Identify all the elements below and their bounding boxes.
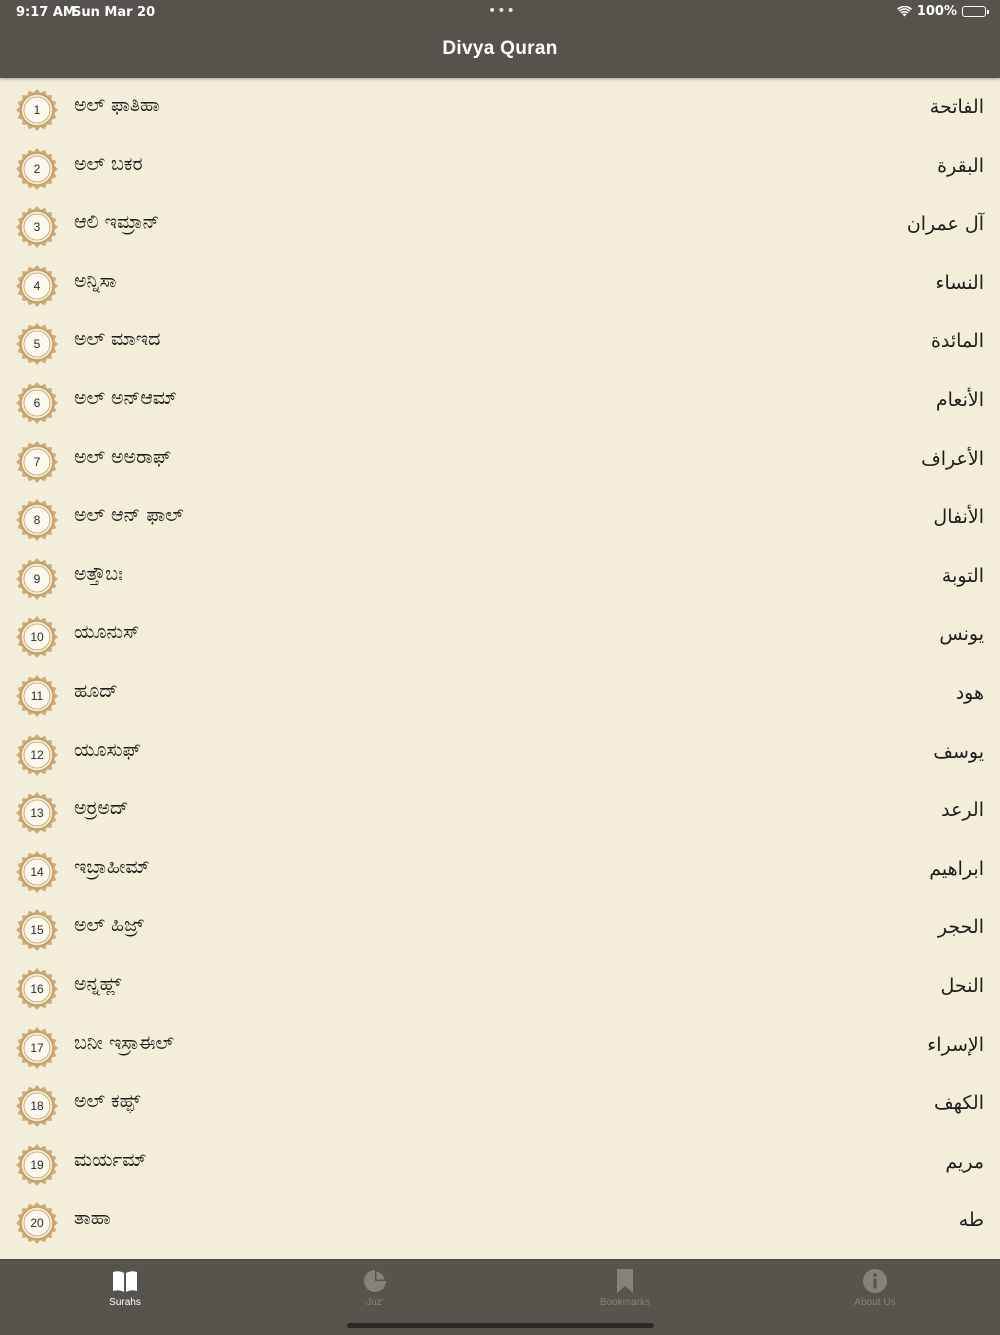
surah-name-kannada: ಅರ್ರಅದ್ xyxy=(74,797,129,820)
surah-number-badge xyxy=(15,1084,59,1128)
tab-label: Surahs xyxy=(109,1297,141,1308)
surah-number: 9 xyxy=(33,571,41,586)
surah-number: 17 xyxy=(30,1040,44,1055)
surah-name-kannada: ಯೂಸುಫ್ xyxy=(74,738,141,761)
surah-name-kannada: ಅತ್ತೌಬಃ xyxy=(74,562,123,585)
surah-name-arabic: النساء xyxy=(935,271,984,294)
surah-number-badge xyxy=(15,908,59,952)
surah-number: 19 xyxy=(30,1157,44,1172)
surah-row[interactable] xyxy=(0,375,1000,434)
surah-number-badge xyxy=(15,1201,59,1245)
surah-row[interactable] xyxy=(0,1137,1000,1196)
surah-row[interactable] xyxy=(0,1195,1000,1254)
surah-row[interactable] xyxy=(0,1020,1000,1079)
tab-about-us[interactable] xyxy=(750,1260,1000,1320)
open-book-icon xyxy=(111,1268,139,1294)
surah-name-arabic: الرعد xyxy=(941,799,984,822)
tab-label: Juz' xyxy=(366,1297,384,1308)
navigation-bar xyxy=(0,0,1000,78)
surah-name-kannada: ಬನೀ ಇಸ್ರಾಈಲ್ xyxy=(74,1031,174,1054)
status-time: 9:17 AM xyxy=(16,5,76,20)
surah-row[interactable] xyxy=(0,727,1000,786)
surah-name-kannada: ಇಬ್ರಾಹೀಮ್ xyxy=(74,855,150,878)
surah-row[interactable] xyxy=(0,961,1000,1020)
surah-number: 6 xyxy=(33,395,41,410)
surah-number: 1 xyxy=(33,103,41,117)
page-title: Divya Quran xyxy=(442,38,558,59)
surah-name-kannada: ಮರ್ಯಮ್ xyxy=(74,1148,147,1171)
battery-percent: 100% xyxy=(916,4,957,19)
surah-number: 12 xyxy=(30,747,44,762)
surah-name-arabic: هود xyxy=(955,681,984,704)
surah-row[interactable] xyxy=(0,668,1000,727)
surah-row[interactable] xyxy=(0,609,1000,668)
surah-name-kannada: ಅನ್ನಹ್ಲ್ xyxy=(74,972,122,995)
surah-name-arabic: الإسراء xyxy=(927,1033,984,1056)
surah-name-kannada: ತಾಹಾ xyxy=(74,1207,111,1230)
tab-bookmarks[interactable] xyxy=(500,1260,750,1320)
surah-number: 14 xyxy=(30,864,44,879)
surah-number: 15 xyxy=(30,923,44,938)
surah-name-arabic: طه xyxy=(958,1209,984,1232)
tab-label: About Us xyxy=(854,1297,896,1308)
surah-row[interactable] xyxy=(0,434,1000,493)
tab-bar xyxy=(0,1259,1000,1335)
surah-name-arabic: الحجر xyxy=(937,916,984,939)
surah-number: 4 xyxy=(33,278,41,293)
wifi-icon xyxy=(897,6,912,17)
surah-list xyxy=(0,82,1000,1254)
surah-number-badge xyxy=(15,557,59,601)
surah-row[interactable] xyxy=(0,844,1000,903)
surah-number-badge xyxy=(15,615,59,659)
surah-number-badge xyxy=(15,1026,59,1070)
surah-name-arabic: الكهف xyxy=(934,1092,984,1115)
surah-name-kannada: ಹೂದ್ xyxy=(74,679,118,702)
surah-row[interactable] xyxy=(0,492,1000,551)
surah-number-badge xyxy=(15,733,59,777)
surah-row[interactable] xyxy=(0,141,1000,200)
surah-name-arabic: الأنفال xyxy=(933,506,984,529)
surah-name-kannada: ಅಲ್ ಫಾತಿಹಾ xyxy=(74,94,160,116)
surah-number-badge xyxy=(15,498,59,542)
surah-number-badge xyxy=(15,440,59,484)
tab-surahs[interactable] xyxy=(0,1260,250,1320)
status-right xyxy=(897,4,986,19)
surah-number: 20 xyxy=(30,1216,44,1231)
surah-name-arabic: التوبة xyxy=(941,564,984,587)
surah-number-badge xyxy=(15,1143,59,1187)
surah-row[interactable] xyxy=(0,1078,1000,1137)
surah-name-kannada: ಅಲ್ ಬಕರ xyxy=(74,152,143,175)
surah-name-arabic: البقرة xyxy=(937,154,984,177)
surah-row[interactable] xyxy=(0,82,1000,141)
surah-name-arabic: المائدة xyxy=(930,330,984,353)
surah-name-kannada: ಆಲಿ ಇಮ್ರಾನ್ xyxy=(74,211,160,234)
home-indicator xyxy=(347,1323,654,1328)
surah-number: 2 xyxy=(33,161,41,176)
surah-number: 10 xyxy=(30,630,44,645)
surah-name-arabic: الفاتحة xyxy=(929,96,984,118)
surah-name-arabic: مريم xyxy=(945,1150,984,1173)
surah-name-arabic: آل عمران xyxy=(906,213,984,236)
surah-number-badge xyxy=(15,205,59,249)
surah-name-arabic: يونس xyxy=(939,623,984,646)
surah-name-kannada: ಅಲ್ ಆನ್ ಫಾಲ್ xyxy=(74,504,184,527)
surah-number-badge xyxy=(15,381,59,425)
surah-name-kannada: ಅನ್ನಿಸಾ xyxy=(74,269,117,292)
surah-number: 8 xyxy=(33,513,41,528)
bookmark-icon xyxy=(611,1268,639,1294)
multitasking-dots[interactable]: ••• xyxy=(488,3,516,19)
surah-row[interactable] xyxy=(0,785,1000,844)
surah-name-kannada: ಯೂನುಸ್ xyxy=(74,621,140,644)
surah-number-badge xyxy=(15,967,59,1011)
surah-name-arabic: الأنعام xyxy=(935,388,984,411)
surah-number: 3 xyxy=(33,220,41,235)
surah-number-badge xyxy=(15,322,59,366)
tab-label: Bookmarks xyxy=(599,1297,650,1308)
surah-number-badge xyxy=(15,147,59,191)
pie-chart-icon xyxy=(361,1268,389,1294)
surah-name-kannada: ಅಲ್ ಅನ್‌ಆಮ್ xyxy=(74,386,178,409)
surah-number: 13 xyxy=(30,806,44,821)
surah-number: 11 xyxy=(30,688,44,703)
surah-row[interactable] xyxy=(0,902,1000,961)
battery-icon xyxy=(962,6,986,17)
surah-row[interactable] xyxy=(0,551,1000,610)
surah-name-arabic: النحل xyxy=(940,974,984,997)
surah-name-kannada: ಅಲ್ ಹಿಜ್ರ್ xyxy=(74,914,144,937)
surah-number: 18 xyxy=(30,1099,44,1114)
surah-row[interactable] xyxy=(0,316,1000,375)
surah-number-badge xyxy=(15,264,59,308)
surah-number-badge xyxy=(15,850,59,894)
info-icon xyxy=(861,1268,889,1294)
tab-juz[interactable] xyxy=(250,1260,500,1320)
status-date: Sun Mar 20 xyxy=(72,5,156,20)
surah-name-arabic: يوسف xyxy=(933,740,984,763)
surah-number: 7 xyxy=(33,454,41,469)
surah-number-badge xyxy=(15,88,59,132)
surah-name-arabic: ابراهيم xyxy=(929,857,984,880)
surah-number: 16 xyxy=(30,981,44,996)
surah-number: 5 xyxy=(33,337,41,352)
surah-name-arabic: الأعراف xyxy=(921,447,984,470)
surah-row[interactable] xyxy=(0,258,1000,317)
surah-name-kannada: ಅಲ್ ಕಹ್ಫ್ xyxy=(74,1090,141,1113)
surah-name-kannada: ಅಲ್ ಅಅರಾಫ್ xyxy=(74,445,172,468)
surah-number-badge xyxy=(15,674,59,718)
surah-row[interactable] xyxy=(0,199,1000,258)
surah-name-kannada: ಅಲ್ ಮಾಇದ xyxy=(74,328,161,351)
surah-number-badge xyxy=(15,791,59,835)
